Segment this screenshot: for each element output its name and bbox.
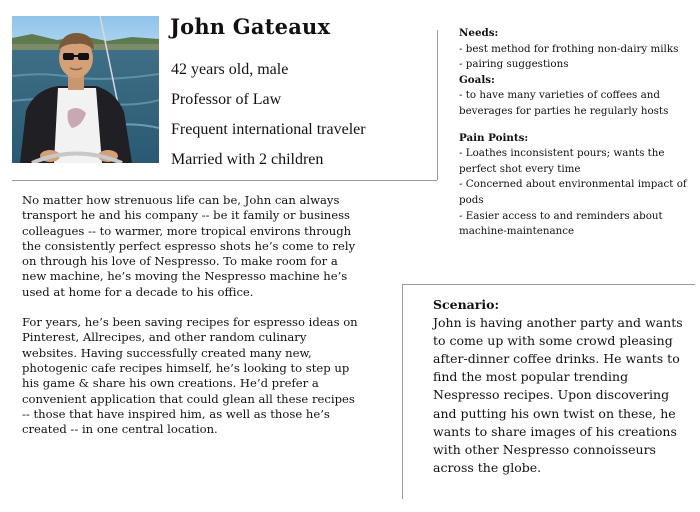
goals-heading: Goals: [459, 73, 495, 86]
sidebar-vertical-divider [437, 30, 438, 180]
pain-points-heading: Pain Points: [459, 131, 529, 144]
persona-photo-image [12, 16, 159, 163]
header-divider [12, 180, 437, 181]
needs-list [459, 42, 695, 73]
fact-travel: Frequent international traveler [171, 121, 366, 138]
list-item: - to have many varieties of coffees and beverages for parties he regularly hosts [459, 89, 669, 117]
needs-goals-panel [459, 26, 695, 240]
scenario-section [433, 296, 695, 477]
bio-paragraph: For years, he’s been saving recipes for espresso ideas on Pinterest, Allrecipes, and other random culinary websites. Having successfully created many new, photogenic cafe recipes himself, he’s looking to step up his game & share his own creations. He’d prefer a convenient application that could glean all these recipes -- those that have inspired him, as well as those he’s created -- in one central location. [22, 315, 358, 437]
list-item: - best method for frothing non-dairy milks [459, 42, 679, 55]
goals-list [459, 88, 695, 119]
fact-occupation: Professor of Law [171, 91, 282, 108]
scenario-heading: Scenario: [433, 297, 500, 312]
list-item: - pairing suggestions [459, 58, 569, 71]
persona-bio [22, 193, 362, 452]
persona-facts [171, 60, 366, 180]
scenario-top-divider [402, 284, 695, 285]
spacer [459, 120, 695, 131]
needs-heading: Needs: [459, 27, 499, 39]
list-item: - Loathes inconsistent pours; wants the perfect shot every time [459, 147, 665, 175]
pain-points-list [459, 146, 695, 240]
fact-family: Married with 2 children [171, 151, 324, 168]
scenario-left-divider [402, 284, 403, 499]
fact-age: 42 years old, male [171, 61, 289, 78]
list-item: - Concerned about environmental impact of pods [459, 178, 687, 206]
persona-photo [12, 16, 159, 163]
list-item: - Easier access to and reminders about machine-maintenance [459, 209, 663, 238]
scenario-text: John is having another party and wants to come up with some crowd pleasing after-dinner coffee drinks. He wants to find the most popular trending Nespresso recipes. Upon discovering and putting his own twist on these, he wants to share images of his creations with other Nespresso connoisseurs across the globe. [433, 315, 683, 475]
persona-name: John Gateaux [170, 14, 331, 39]
bio-paragraph: No matter how strenuous life can be, John can always transport he and his company -- be it family or business colleagues -- to warmer, more tropical environs through the consistently perfect espresso shots he’s come to rely on through his love of Nespresso. To make room for a new machine, he’s moving the Nespresso machine he’s used at home for a decade to his office. [22, 193, 356, 299]
